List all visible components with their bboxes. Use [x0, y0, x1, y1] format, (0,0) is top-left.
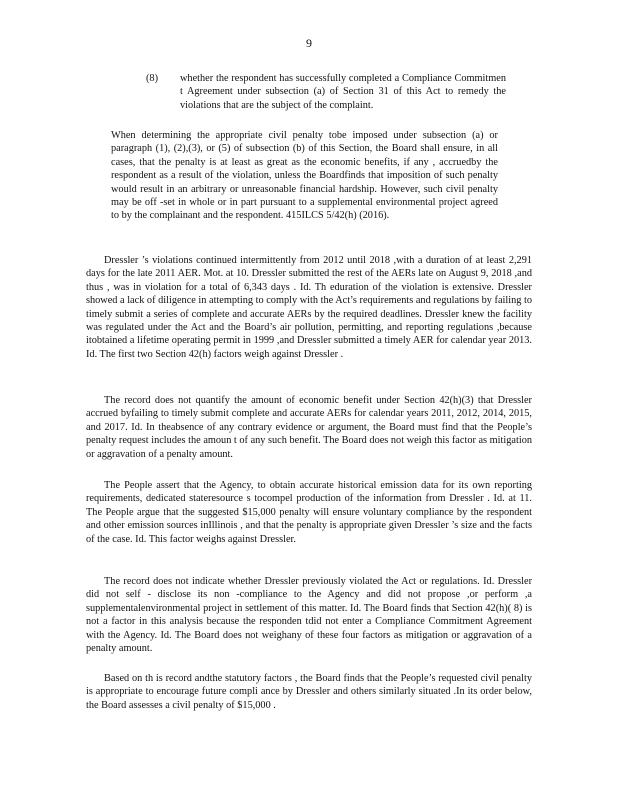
list-item-8	[146, 72, 506, 112]
paragraph-duration	[86, 254, 532, 361]
paragraph-text: Based on th is record andthe statutory factors , the Board finds that the People’s requested civil penalty is appropriate to encourage future compli ance by Dressler and others similarly situated .In its order below, the Board assesses a civil penalty of $15,000 .	[86, 673, 532, 711]
paragraph-text: The People assert that the Agency, to obtain accurate historical emission data for its own reporting requirements, dedicated stateresource s tocompel production of the information from Dressler . Id. at 11. The People argue that the suggested $15,000 penalty will ensure voluntary compliance by the respondent and other emission sources inIllinois , and that the penalty is appropriate given Dressler ’s size and the facts of the case. Id. This factor weighs against Dressler.	[86, 480, 532, 545]
paragraph-text: The record does not indicate whether Dressler previously violated the Act or regulations. Id. Dressler did not self - disclose its non -compliance to the Agency and did not propose ,or perform ,a supplementalenvironmental project in settlement of this matter. Id. The Board finds that Section 42(h)( 8) is not a factor in this analysis because the responden tdid not enter a Compliance Commitment Agreement with the Agency. Id. The Board does not weighany of these four factors as mitigation or aggravation of a penalty amount.	[86, 576, 532, 655]
paragraph-economic-benefit	[86, 394, 532, 461]
paragraph-text: Dressler ’s violations continued intermittently from 2012 until 2018 ,with a duration of at least 2,291 days for the late 2011 AER. Mot. at 10. Dressler submitted the rest of the AERs late on August 9, 2018 ,and thus , was in violation for a total of 6,343 days . Id. Th eduration of the violation is extensive. Dressler showed a lack of diligence in attempting to comply with the Act’s requirements and regulations by failing to timely submit a series of complete and accurate AERs by the required deadlines. Dressler knew the facility was regulated under the Act and the Board’s air pollution, permitting, and reporting regulations ,because itobtained a lifetime operating permit in 1999 ,and Dressler submitted a timely AER for calendar year 2013. Id. The first two Section 42(h) factors weigh against Dressler .	[86, 255, 532, 360]
statute-quote	[111, 129, 498, 223]
page-number: 9	[306, 36, 312, 50]
paragraph-deterrence	[86, 479, 532, 546]
paragraph-prior-violations	[86, 575, 532, 655]
paragraph-text: The record does not quantify the amount of economic benefit under Section 42(h)(3) that Dressler accrued byfailing to timely submit complete and accurate AERs for calendar years 2011, 2012, 2014, 2015, and 2017. Id. In theabsence of any contrary evidence or argument, the Board must find that the People’s penalty request includes the amoun t of any such benefit. The Board does not weigh this factor as mitigation or aggravation of a penalty amount.	[86, 395, 532, 460]
list-item-text: whether the respondent has successfully completed a Compliance Commitmen t Agreement under subsection (a) of Section 31 of this Act to remedy the violations that are the subject of the complaint.	[180, 73, 506, 111]
paragraph-conclusion	[86, 672, 532, 712]
statute-quote-text: When determining the appropriate civil penalty tobe imposed under subsection (a) or paragraph (1), (2),(3), or (5) of subsection (b) of this Section, the Board shall ensure, in all cases, that the penalty is at least as great as the economic benefits, if any , accruedby the respondent as a result of the violation, unless the Boardfinds that imposition of such penalty would result in an arbitrary or unreasonable financial hardship. However, such civil penalty may be off -set in whole or in part pursuant to a supplemental environmental project agreed to by the complainant and the respondent. 415ILCS 5/42(h) (2016).	[111, 130, 498, 222]
list-item-number: (8)	[146, 73, 159, 84]
